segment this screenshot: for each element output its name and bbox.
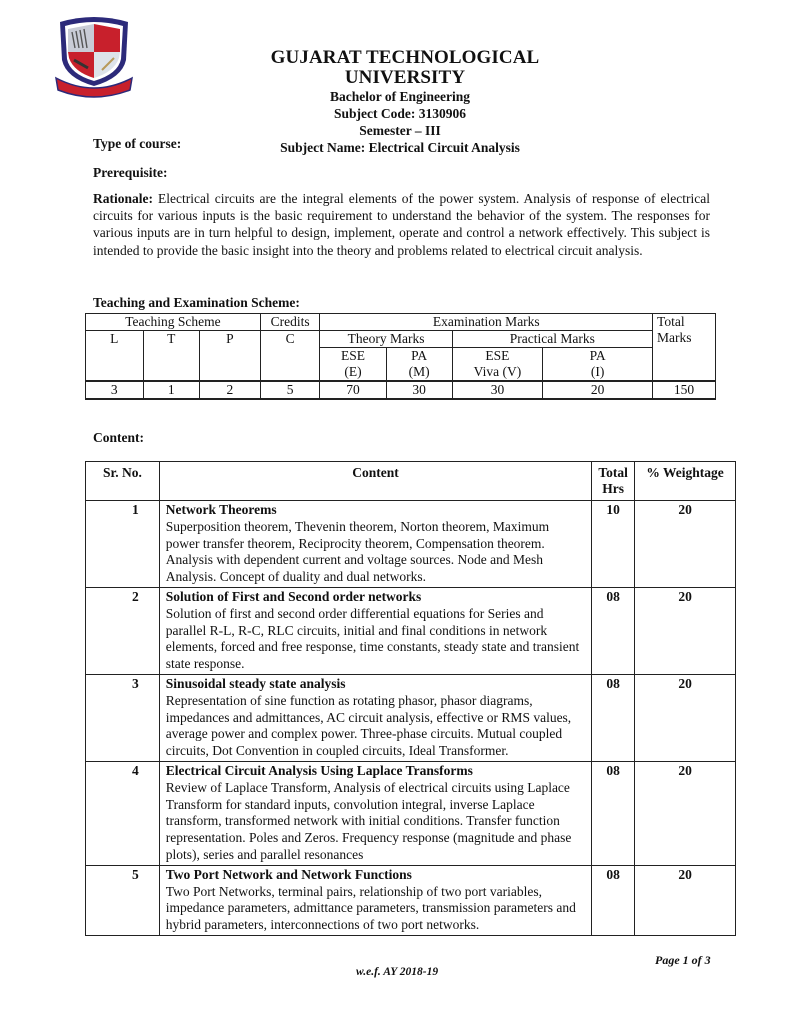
ese-v-header: ESE Viva (V) — [452, 348, 543, 382]
value-cell: 30 — [452, 381, 543, 399]
weightage: 20 — [635, 865, 736, 935]
sr-no: 3 — [86, 674, 160, 761]
teaching-exam-scheme-table — [85, 313, 716, 400]
university-name: GUJARAT TECHNOLOGICAL UNIVERSITY — [270, 47, 540, 88]
credit-c-header: C — [260, 331, 320, 382]
content-cell — [159, 761, 591, 865]
value-cell: 5 — [260, 381, 320, 399]
weightage: 20 — [635, 674, 736, 761]
sr-no: 5 — [86, 865, 160, 935]
topic-text: Solution of first and second order differential equations for Series and parallel R-L, R-C, RLC circuits, initial and final conditions in network elements, forced and free response, time constants, steady state and transient state response. — [165, 605, 580, 672]
weightage: 20 — [635, 587, 736, 674]
topic-text: Representation of sine function as rotating phasor, phasor diagrams, impedances and admittances, AC circuit analysis, effective or RMS values, average power and complex power. Three-phase circuits. Mutual coupled circuits, Dot Convention in coupled circuits, Ideal Transformer. — [165, 692, 572, 759]
total-hrs-header: Total Hrs — [592, 462, 635, 501]
rationale-label: Rationale: — [93, 191, 153, 206]
scheme-title: Teaching and Examination Scheme: — [93, 295, 300, 310]
topic-text: Review of Laplace Transform, Analysis of electrical circuits using Laplace Transform for standard inputs, convolution integral, inverse Laplace transform, transformed network with initial conditions. Transfer function representation. Poles and Zeros. Frequency response (magnitude and phase plots), series and parallel resonances — [165, 779, 572, 862]
ese-e-header: ESE (E) — [320, 348, 386, 382]
total-marks-header: Total Marks — [653, 314, 716, 382]
content-cell — [159, 674, 591, 761]
hours: 08 — [592, 865, 635, 935]
effective-year: w.e.f. AY 2018-19 — [356, 966, 439, 978]
credits-header: Credits — [260, 314, 320, 331]
type-of-course-label: Type of course: — [93, 136, 182, 151]
value-cell: 20 — [543, 381, 653, 399]
content-title: Content: — [93, 430, 144, 445]
content-table — [85, 461, 736, 936]
teaching-scheme-header: Teaching Scheme — [86, 314, 261, 331]
topic-title: Electrical Circuit Analysis Using Laplace Transforms — [165, 762, 473, 778]
pa-i-header: PA (I) — [543, 348, 653, 382]
semester: Semester – III — [359, 123, 441, 138]
document-header — [200, 48, 600, 156]
hours: 08 — [592, 587, 635, 674]
weightage: 20 — [635, 501, 736, 588]
degree: Bachelor of Engineering — [330, 89, 470, 104]
value-cell: 30 — [386, 381, 452, 399]
topic-title: Network Theorems — [165, 502, 277, 517]
table-row — [86, 501, 736, 588]
table-row — [86, 761, 736, 865]
sr-no: 4 — [86, 761, 160, 865]
table-row — [86, 674, 736, 761]
content-cell — [159, 587, 591, 674]
lecture-header: L — [86, 331, 144, 382]
topic-title: Two Port Network and Network Functions — [165, 866, 412, 882]
content-cell — [159, 501, 591, 588]
rationale-text: Electrical circuits are the integral elements of the power system. Analysis of response of electrical circuits for various inputs is the basic requirement to understand the behavior of the system. The responses for various inputs are in turn helpful to design, implement, operate and control a network effectively. This subject is intended to provide the basic insight into the theory and problems related to electrical circuit analysis. — [93, 191, 710, 258]
sr-no: 2 — [86, 587, 160, 674]
practical-header: P — [200, 331, 261, 382]
table-row — [86, 587, 736, 674]
weightage-header: % Weightage — [635, 462, 736, 501]
table-row — [86, 865, 736, 935]
scheme-values-row — [86, 381, 716, 399]
page-number: Page 1 of 3 — [655, 953, 711, 967]
prerequisite-label: Prerequisite: — [93, 165, 168, 180]
sr-no-header: Sr. No. — [86, 462, 160, 501]
subject-name: Subject Name: Electrical Circuit Analysis — [280, 140, 520, 155]
pa-m-header: PA (M) — [386, 348, 452, 382]
practical-marks-header: Practical Marks — [452, 331, 652, 348]
theory-marks-header: Theory Marks — [320, 331, 452, 348]
value-cell: 70 — [320, 381, 386, 399]
exam-marks-header: Examination Marks — [320, 314, 653, 331]
value-cell: 1 — [143, 381, 199, 399]
university-logo-icon — [52, 12, 136, 98]
rationale-paragraph — [93, 190, 710, 259]
subject-code: Subject Code: 3130906 — [334, 106, 466, 121]
hours: 10 — [592, 501, 635, 588]
hours: 08 — [592, 761, 635, 865]
content-header: Content — [159, 462, 591, 501]
content-cell — [159, 865, 591, 935]
hours: 08 — [592, 674, 635, 761]
weightage: 20 — [635, 761, 736, 865]
tutorial-header: T — [143, 331, 199, 382]
value-cell: 3 — [86, 381, 144, 399]
topic-title: Solution of First and Second order networks — [165, 588, 422, 604]
topic-title: Sinusoidal steady state analysis — [165, 675, 346, 691]
sr-no: 1 — [86, 501, 160, 588]
value-cell: 150 — [653, 381, 716, 399]
topic-text: Two Port Networks, terminal pairs, relationship of two port variables, impedance parameters, admittance parameters, transmission parameters and hybrid parameters, interconnections of two port networks. — [165, 883, 576, 933]
value-cell: 2 — [200, 381, 261, 399]
topic-text: Superposition theorem, Thevenin theorem, Norton theorem, Maximum power transfer theorem, Reciprocity theorem, Compensation theorem. Analysis with dependent current and voltage sources. Node and Mesh Analysis. Concept of duality and dual networks. — [165, 518, 550, 585]
